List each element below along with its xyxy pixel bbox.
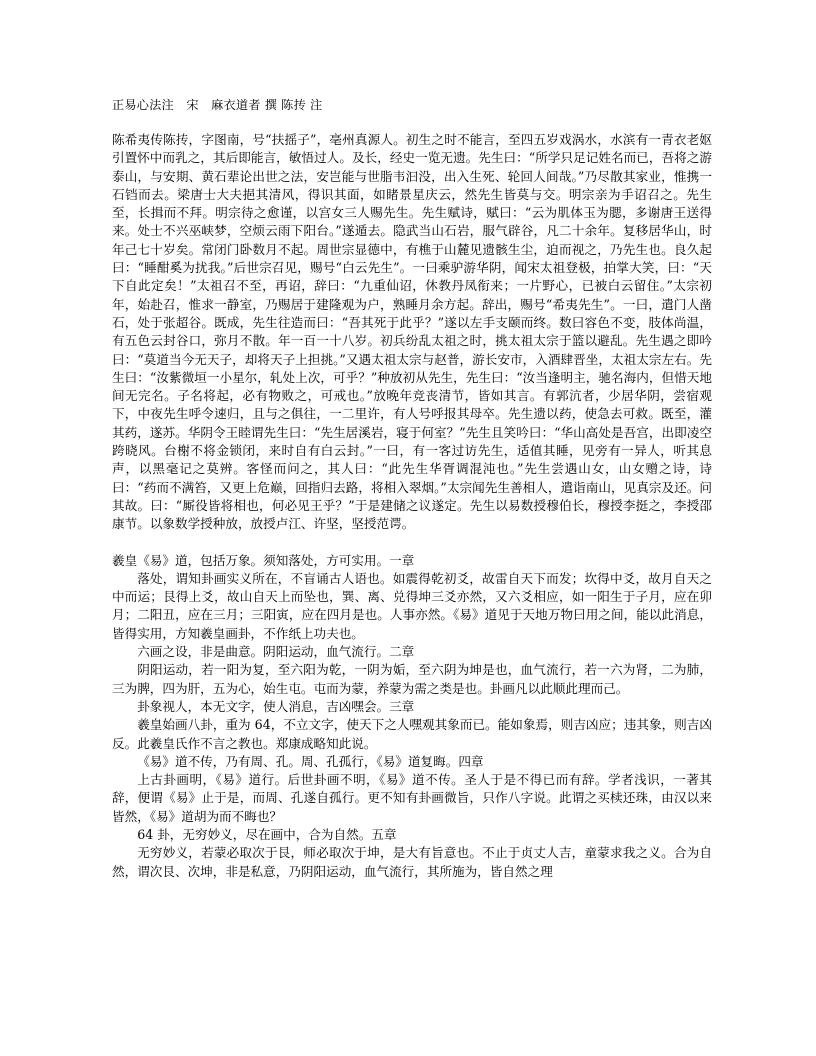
main-text-verse-chapter-5: 64 卦，无穷妙义，尽在画中，合为自然。五章: [137, 826, 397, 842]
main-text-verse-chapter-3: 卦象视人，本无文字，使人消息，吉凶嘿会。三章: [137, 698, 415, 714]
main-text-verse-chapter-2: 六画之设，非是曲意。阴阳运动，血气流行。二章: [137, 644, 415, 660]
biography-block: [112, 131, 712, 534]
main-text-commentary-chapter-1: 落处，谓知卦画实义所在，不盲诵古人语也。如震得乾初爻，故雷自天下而发；坎得中爻，故月自天之中而运；艮得上爻，故山自天上而坠也，巽、离、兑得坤三爻亦然，又六爻相应，如一阳生于子月，应在卯月；二阳丑，应在三月；三阳寅，应在四月是也。人事亦然。《易》道见于天地万物曰用之间，能以此消息，皆得实用，方知羲皇画卦，不作纸上功夫也。: [112, 570, 712, 641]
main-text-commentary-chapter-4: 上古卦画明，《易》道行。后世卦画不明，《易》道不传。圣人于是不得已而有辞。学者浅识，一著其辞，便谓《易》止于是，而周、孔遂自孤行。更不知有卦画微旨，只作八字说。此谓之买椟还珠，由汉以来皆然，《易》道胡为而不晦也？: [112, 772, 712, 824]
main-text-verse-chapter-1: 羲皇《易》道，包括万象。须知落处，方可实用。一章: [112, 552, 415, 568]
biography-paragraph: 陈希夷传陈抟，字图南，号“扶摇子”，亳州真源人。初生之时不能言，至四五岁戏涡水，水滨有一青衣老妪引置怀中而乳之，其后即能言，敏悟过人。及长，经史一览无遗。先生曰：“所学只足记姓名而已，吾将之游泰山，与安期、黄石辈论出世之法，安岂能与世脂韦汩没，出入生死、轮回人间哉。”乃尽散其家业，惟携一石铛而去。梁唐士大夫挹其清风，得识其面，如睹景星庆云，然先生皆莫与交。明宗亲为手诏召之。先生至，长揖而不拜。明宗待之愈谨，以宫女三人赐先生。先生赋诗，赋曰：“云为肌体玉为腮，多谢唐王送得来。处士不兴巫峡梦，空烦云雨下阳台。”遂遁去。隐武当山石岩，服气辟谷，凡二十余年。复移居华山，时年己七十岁矣。常闭门卧数月不起。周世宗显德中，有樵于山麓见遗骸生尘，迫而视之，乃先生也。良久起曰：“睡酣奚为扰我。”后世宗召见，赐号“白云先生”。一曰乘驴游华阴，闻宋太祖登极，拍掌大笑，曰：“天下自此定矣！”太祖召不至，再诏，辞曰：“九重仙诏，休教丹凤衔来；一片野心，已被白云留住。”太宗初年，始赴召，惟求一静室，乃赐居于建隆观为户，熟睡月余方起。辞出，赐号“希夷先生”。一曰，遣门人凿石，处于张超谷。既成，先生往造而曰：“吾其死于此乎？”遂以左手支颐而终。数曰容色不变，肢体尚温，有五色云封谷口，弥月不散。年一百一十八岁。初兵纷乱太祖之时，挑太祖太宗于篮以避乱。先生遇之即吟曰：“莫道当今无天子，却将天子上担挑。”又遇太祖太宗与赵普，游长安市，入酒肆晋坐，太祖太宗左右。先生曰：“汝紫微垣一小星尔，轧处上次，可乎？”种放初从先生，先生曰：“汝当逢明主，驰名海内，但惜天地间无完名。子名将起，必有物败之，可戒也。”放晚年竞丧清节，皆如其言。有郭沆者，少居华阴，尝宿观下，中夜先生呼令速归，且与之俱往，一二里许，有人号呼报其母卒。先生遗以药，使急去可救。既至，灌其药，遂苏。华阴令王睦谓先生曰：“先生居溪岩，寝于何室？”先生且笑吟曰：“华山高处是吾宫，出即凌空跨晓风。台榭不将金锁闭，来时自有白云封。”一曰，有一客过访先生，适值其睡，见旁有一异人，听其息声，以黑毫记之莫辨。客怪而问之，其人曰：“此先生华胥调混沌也。”先生尝遇山女，山女赠之诗，诗曰：“药而不满笞，又更上危巅，回指归去路，将相入翠烟。”太宗闻先生善相人，遣诣南山，见真宗及还。问其故。曰：“厮役皆将相也，何必见王乎？”于是建储之议遂定。先生以易数授穆伯长，穆授李挺之，李授邵康节。以象数学授种放，放授卢江、许坚，坚授范谔。: [112, 132, 712, 532]
main-text-commentary-chapter-3: 羲皇始画八卦，重为 64，不立文字，使天下之人嘿观其象而已。能如象焉，则吉凶应；违其象，则吉凶反。此羲皇氏作不言之教也。郑康成略知此说。: [112, 717, 712, 751]
page-title: 正易心法注 宋 麻衣道者 撰 陈抟 注: [112, 98, 323, 112]
main-text-block: [112, 552, 712, 881]
main-text-verse-chapter-4: 《易》道不传，乃有周、孔。周、孔孤行，《易》道复晦。四章: [137, 753, 484, 769]
page-content: [112, 96, 712, 881]
main-text-commentary-chapter-2: 阴阳运动，若一阳为复，至六阳为乾，一阴为姤，至六阴为坤是也，血气流行，若一六为肾，二为肺，三为脾，四为肝，五为心，始生屯。屯而为蒙，养蒙为需之类是也。卦画凡以此顺此理而己。: [112, 662, 712, 696]
section-gap: [112, 534, 712, 552]
main-text-commentary-chapter-5: 无穷妙义，若蒙必取次于艮，师必取次于坤，是大有旨意也。不止于贞丈人吉，童蒙求我之义。合为自然，谓次艮、次坤，非是私意，乃阴阳运动，血气流行，其所施为，皆自然之理: [112, 845, 712, 879]
